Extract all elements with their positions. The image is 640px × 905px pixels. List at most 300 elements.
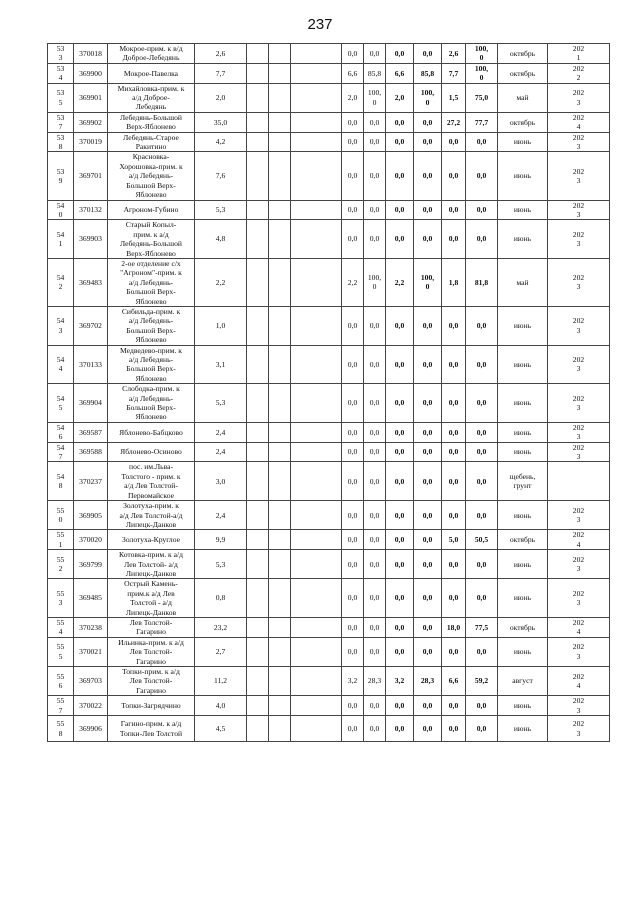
value-cell: 0,0	[342, 200, 364, 220]
value-cell: 0,0	[466, 579, 498, 618]
road-code-cell: 370020	[74, 530, 108, 550]
value-cell: 0,0	[342, 530, 364, 550]
road-name-cell: Агроном-Губино	[108, 200, 195, 220]
value-cell: 1,5	[442, 83, 466, 112]
value-cell: 100, 0	[466, 63, 498, 83]
value-cell: 0,0	[364, 44, 386, 64]
road-length-cell: 35,0	[195, 112, 247, 132]
value-cell: 0,0	[386, 44, 414, 64]
value-cell: 6,6	[342, 63, 364, 83]
empty-cell	[247, 530, 269, 550]
value-cell: 0,0	[364, 345, 386, 384]
table-row	[48, 258, 610, 306]
empty-cell	[291, 462, 342, 501]
empty-cell	[247, 258, 269, 306]
value-cell: 0,0	[442, 501, 466, 530]
road-length-cell: 5,3	[195, 550, 247, 579]
empty-cell	[291, 152, 342, 200]
road-name-cell: Гагино-прим. к а/д Топки-Лев Толстой	[108, 716, 195, 742]
road-code-cell: 369799	[74, 550, 108, 579]
value-cell: 0,0	[386, 579, 414, 618]
table-row	[48, 44, 610, 64]
empty-cell	[291, 132, 342, 152]
empty-cell	[269, 442, 291, 462]
road-name-cell: 2-ое отделение с/х "Агроном"-прим. к а/д Лебедянь- Большой Верх- Яблонево	[108, 258, 195, 306]
empty-cell	[269, 152, 291, 200]
value-cell: 27,2	[442, 112, 466, 132]
month-cell: май	[498, 258, 548, 306]
value-cell: 0,0	[466, 422, 498, 442]
road-code-cell: 369904	[74, 384, 108, 423]
table-row	[48, 422, 610, 442]
month-cell: июнь	[498, 200, 548, 220]
value-cell: 0,0	[364, 422, 386, 442]
empty-cell	[269, 667, 291, 696]
value-cell: 0,0	[342, 550, 364, 579]
value-cell: 0,0	[414, 716, 442, 742]
empty-cell	[291, 617, 342, 637]
empty-cell	[269, 617, 291, 637]
road-name-cell: Острый Камень- прим.к а/д Лев Толстой - а/д Липецк-Данков	[108, 579, 195, 618]
road-code-cell: 370133	[74, 345, 108, 384]
value-cell: 100, 0	[466, 44, 498, 64]
value-cell: 0,0	[414, 44, 442, 64]
empty-cell	[247, 44, 269, 64]
table-row	[48, 617, 610, 637]
year-cell: 202 3	[548, 258, 610, 306]
value-cell: 2,6	[442, 44, 466, 64]
value-cell: 0,0	[364, 384, 386, 423]
empty-cell	[269, 220, 291, 259]
value-cell: 2,0	[342, 83, 364, 112]
value-cell: 0,0	[466, 306, 498, 345]
value-cell: 0,0	[414, 200, 442, 220]
empty-cell	[247, 579, 269, 618]
road-length-cell: 5,3	[195, 200, 247, 220]
road-length-cell: 3,1	[195, 345, 247, 384]
value-cell: 0,0	[386, 345, 414, 384]
value-cell: 0,0	[342, 112, 364, 132]
year-cell: 202 3	[548, 637, 610, 666]
value-cell: 0,0	[386, 501, 414, 530]
empty-cell	[291, 306, 342, 345]
empty-cell	[247, 345, 269, 384]
empty-cell	[247, 422, 269, 442]
value-cell: 0,0	[414, 384, 442, 423]
value-cell: 2,0	[386, 83, 414, 112]
value-cell: 0,0	[386, 306, 414, 345]
value-cell: 0,0	[342, 617, 364, 637]
year-cell: 202 1	[548, 44, 610, 64]
month-cell: июнь	[498, 384, 548, 423]
empty-cell	[291, 501, 342, 530]
value-cell: 0,0	[342, 345, 364, 384]
value-cell: 0,0	[342, 579, 364, 618]
road-name-cell: Старый Копыл- прим. к а/д Лебедянь-Большой Верх-Яблонево	[108, 220, 195, 259]
table-row	[48, 530, 610, 550]
value-cell: 0,0	[342, 462, 364, 501]
value-cell: 0,0	[364, 220, 386, 259]
month-cell: июнь	[498, 501, 548, 530]
value-cell: 0,0	[414, 617, 442, 637]
row-number-cell: 54 8	[48, 462, 74, 501]
empty-cell	[291, 530, 342, 550]
value-cell: 3,2	[386, 667, 414, 696]
empty-cell	[291, 83, 342, 112]
value-cell: 0,0	[386, 617, 414, 637]
road-code-cell: 369906	[74, 716, 108, 742]
row-number-cell: 54 1	[48, 220, 74, 259]
value-cell: 0,0	[364, 637, 386, 666]
value-cell: 0,0	[466, 345, 498, 384]
road-length-cell: 2,0	[195, 83, 247, 112]
empty-cell	[291, 44, 342, 64]
year-cell: 202 3	[548, 132, 610, 152]
row-number-cell: 55 7	[48, 696, 74, 716]
value-cell: 0,0	[414, 220, 442, 259]
road-code-cell: 370018	[74, 44, 108, 64]
road-length-cell: 5,3	[195, 384, 247, 423]
road-name-cell: Медведево-прим. к а/д Лебедянь- Большой Верх- Яблонево	[108, 345, 195, 384]
value-cell: 18,0	[442, 617, 466, 637]
row-number-cell: 55 5	[48, 637, 74, 666]
road-name-cell: Лебедянь-Большой Верх-Яблонево	[108, 112, 195, 132]
road-name-cell: Золотуха-прим. к а/д Лев Толстой-а/д Липецк-Данков	[108, 501, 195, 530]
year-cell: 202 4	[548, 530, 610, 550]
value-cell: 0,0	[442, 579, 466, 618]
road-length-cell: 2,4	[195, 442, 247, 462]
road-length-cell: 0,8	[195, 579, 247, 618]
table-row	[48, 83, 610, 112]
table-row	[48, 462, 610, 501]
row-number-cell: 54 2	[48, 258, 74, 306]
value-cell: 0,0	[466, 442, 498, 462]
value-cell: 0,0	[342, 306, 364, 345]
value-cell: 77,5	[466, 617, 498, 637]
value-cell: 3,2	[342, 667, 364, 696]
value-cell: 0,0	[466, 200, 498, 220]
year-cell: 202 3	[548, 501, 610, 530]
value-cell: 0,0	[442, 220, 466, 259]
empty-cell	[247, 696, 269, 716]
table-row	[48, 716, 610, 742]
road-length-cell: 2,4	[195, 422, 247, 442]
road-length-cell: 4,0	[195, 696, 247, 716]
value-cell: 0,0	[386, 422, 414, 442]
row-number-cell: 53 7	[48, 112, 74, 132]
value-cell: 0,0	[386, 462, 414, 501]
table-row	[48, 306, 610, 345]
road-name-cell: Красновка- Хорошовка-прим. к а/д Лебедянь- Большой Верх- Яблонево	[108, 152, 195, 200]
empty-cell	[247, 462, 269, 501]
empty-cell	[269, 112, 291, 132]
year-cell: 202 3	[548, 220, 610, 259]
value-cell: 0,0	[466, 550, 498, 579]
value-cell: 77,7	[466, 112, 498, 132]
row-number-cell: 54 4	[48, 345, 74, 384]
value-cell: 28,3	[414, 667, 442, 696]
empty-cell	[269, 530, 291, 550]
row-number-cell: 55 3	[48, 579, 74, 618]
empty-cell	[291, 637, 342, 666]
empty-cell	[291, 716, 342, 742]
value-cell: 0,0	[342, 442, 364, 462]
value-cell: 0,0	[414, 345, 442, 384]
value-cell: 0,0	[364, 550, 386, 579]
empty-cell	[269, 83, 291, 112]
value-cell: 0,0	[342, 716, 364, 742]
road-name-cell: Яблонево-Бабцково	[108, 422, 195, 442]
month-cell: июнь	[498, 696, 548, 716]
road-length-cell: 3,0	[195, 462, 247, 501]
empty-cell	[269, 579, 291, 618]
month-cell: июнь	[498, 132, 548, 152]
month-cell: июнь	[498, 442, 548, 462]
table-row	[48, 132, 610, 152]
year-cell: 202 3	[548, 422, 610, 442]
value-cell: 0,0	[466, 152, 498, 200]
road-length-cell: 2,2	[195, 258, 247, 306]
value-cell: 0,0	[442, 462, 466, 501]
empty-cell	[247, 637, 269, 666]
value-cell: 0,0	[342, 132, 364, 152]
value-cell: 0,0	[414, 696, 442, 716]
value-cell: 0,0	[442, 442, 466, 462]
empty-cell	[269, 345, 291, 384]
road-length-cell: 2,6	[195, 44, 247, 64]
value-cell: 0,0	[342, 44, 364, 64]
road-code-cell: 369905	[74, 501, 108, 530]
value-cell: 100, 0	[414, 83, 442, 112]
table-row	[48, 345, 610, 384]
empty-cell	[247, 112, 269, 132]
year-cell: 202 3	[548, 306, 610, 345]
row-number-cell: 53 3	[48, 44, 74, 64]
empty-cell	[291, 550, 342, 579]
empty-cell	[247, 716, 269, 742]
value-cell: 0,0	[442, 345, 466, 384]
table-row	[48, 200, 610, 220]
value-cell: 0,0	[364, 112, 386, 132]
road-name-cell: Мокрое-прим. к в/д Доброе-Лебедянь	[108, 44, 195, 64]
value-cell: 7,7	[442, 63, 466, 83]
roads-table	[47, 43, 610, 742]
empty-cell	[247, 442, 269, 462]
road-length-cell: 2,4	[195, 501, 247, 530]
value-cell: 1,8	[442, 258, 466, 306]
road-code-cell: 369702	[74, 306, 108, 345]
month-cell: июнь	[498, 637, 548, 666]
empty-cell	[269, 462, 291, 501]
empty-cell	[247, 667, 269, 696]
month-cell: июнь	[498, 152, 548, 200]
row-number-cell: 53 8	[48, 132, 74, 152]
year-cell: 202 3	[548, 345, 610, 384]
road-code-cell: 370237	[74, 462, 108, 501]
road-length-cell: 23,2	[195, 617, 247, 637]
road-name-cell: пос. им.Льва- Толстого - прим. к а/д Лев Толстой- Первомайское	[108, 462, 195, 501]
value-cell: 81,8	[466, 258, 498, 306]
month-cell: октябрь	[498, 617, 548, 637]
road-name-cell: Топки-Загрядчино	[108, 696, 195, 716]
month-cell: июнь	[498, 550, 548, 579]
month-cell: июнь	[498, 579, 548, 618]
value-cell: 0,0	[342, 696, 364, 716]
value-cell: 0,0	[364, 617, 386, 637]
value-cell: 6,6	[386, 63, 414, 83]
table-row	[48, 63, 610, 83]
value-cell: 0,0	[364, 152, 386, 200]
value-cell: 0,0	[414, 422, 442, 442]
empty-cell	[269, 422, 291, 442]
value-cell: 0,0	[442, 637, 466, 666]
year-cell: 202 3	[548, 442, 610, 462]
empty-cell	[291, 200, 342, 220]
year-cell: 202 3	[548, 579, 610, 618]
road-code-cell: 369701	[74, 152, 108, 200]
value-cell: 75,0	[466, 83, 498, 112]
value-cell: 5,0	[442, 530, 466, 550]
empty-cell	[247, 550, 269, 579]
year-cell: 202 4	[548, 112, 610, 132]
value-cell: 0,0	[414, 152, 442, 200]
road-name-cell: Котовка-прим. к а/д Лев Толстой- а/д Липецк-Данков	[108, 550, 195, 579]
row-number-cell: 55 2	[48, 550, 74, 579]
empty-cell	[247, 384, 269, 423]
road-name-cell: Сибильда-прим. к а/д Лебедянь- Большой Верх- Яблонево	[108, 306, 195, 345]
value-cell: 0,0	[442, 132, 466, 152]
year-cell: 202 3	[548, 200, 610, 220]
row-number-cell: 53 9	[48, 152, 74, 200]
value-cell: 0,0	[386, 132, 414, 152]
table-row	[48, 152, 610, 200]
empty-cell	[291, 258, 342, 306]
value-cell: 0,0	[414, 132, 442, 152]
value-cell: 0,0	[386, 442, 414, 462]
road-length-cell: 4,5	[195, 716, 247, 742]
value-cell: 0,0	[466, 132, 498, 152]
value-cell: 0,0	[466, 637, 498, 666]
road-length-cell: 1,0	[195, 306, 247, 345]
road-length-cell: 4,8	[195, 220, 247, 259]
road-code-cell: 369900	[74, 63, 108, 83]
value-cell: 0,0	[342, 152, 364, 200]
value-cell: 0,0	[414, 530, 442, 550]
value-cell: 50,5	[466, 530, 498, 550]
table-row	[48, 384, 610, 423]
empty-cell	[269, 696, 291, 716]
value-cell: 0,0	[364, 716, 386, 742]
road-code-cell: 369483	[74, 258, 108, 306]
value-cell: 0,0	[466, 696, 498, 716]
empty-cell	[247, 501, 269, 530]
empty-cell	[247, 220, 269, 259]
month-cell: июнь	[498, 422, 548, 442]
value-cell: 0,0	[466, 716, 498, 742]
empty-cell	[291, 384, 342, 423]
empty-cell	[291, 220, 342, 259]
road-name-cell: Мокрое-Павелка	[108, 63, 195, 83]
value-cell: 0,0	[442, 152, 466, 200]
year-cell: 202 3	[548, 83, 610, 112]
empty-cell	[269, 258, 291, 306]
row-number-cell: 54 3	[48, 306, 74, 345]
value-cell: 0,0	[386, 716, 414, 742]
value-cell: 0,0	[442, 200, 466, 220]
table-row	[48, 637, 610, 666]
month-cell: май	[498, 83, 548, 112]
value-cell: 0,0	[364, 442, 386, 462]
row-number-cell: 55 4	[48, 617, 74, 637]
empty-cell	[291, 63, 342, 83]
empty-cell	[291, 696, 342, 716]
value-cell: 0,0	[386, 696, 414, 716]
value-cell: 0,0	[414, 550, 442, 579]
month-cell: октябрь	[498, 530, 548, 550]
table-row	[48, 696, 610, 716]
month-cell: июнь	[498, 345, 548, 384]
value-cell: 0,0	[364, 132, 386, 152]
road-name-cell: Слободка-прим. к а/д Лебедянь- Большой Верх- Яблонево	[108, 384, 195, 423]
year-cell: 202 3	[548, 384, 610, 423]
value-cell: 85,8	[414, 63, 442, 83]
value-cell: 2,2	[342, 258, 364, 306]
value-cell: 0,0	[442, 306, 466, 345]
road-name-cell: Лев Толстой- Гагарино	[108, 617, 195, 637]
empty-cell	[247, 63, 269, 83]
value-cell: 85,8	[364, 63, 386, 83]
table-row	[48, 550, 610, 579]
row-number-cell: 55 8	[48, 716, 74, 742]
value-cell: 28,3	[364, 667, 386, 696]
page-number: 237	[307, 16, 333, 33]
road-code-cell: 369485	[74, 579, 108, 618]
month-cell: октябрь	[498, 112, 548, 132]
month-cell: октябрь	[498, 44, 548, 64]
empty-cell	[269, 637, 291, 666]
empty-cell	[247, 306, 269, 345]
month-cell: июнь	[498, 220, 548, 259]
value-cell: 0,0	[386, 200, 414, 220]
empty-cell	[247, 617, 269, 637]
row-number-cell: 55 6	[48, 667, 74, 696]
empty-cell	[247, 132, 269, 152]
road-code-cell: 369588	[74, 442, 108, 462]
value-cell: 0,0	[342, 220, 364, 259]
row-number-cell: 53 5	[48, 83, 74, 112]
value-cell: 0,0	[442, 550, 466, 579]
value-cell: 0,0	[466, 384, 498, 423]
value-cell: 0,0	[386, 152, 414, 200]
road-code-cell: 369902	[74, 112, 108, 132]
value-cell: 0,0	[386, 220, 414, 259]
value-cell: 0,0	[442, 716, 466, 742]
value-cell: 0,0	[386, 112, 414, 132]
value-cell: 0,0	[442, 696, 466, 716]
road-code-cell: 369587	[74, 422, 108, 442]
year-cell: 202 3	[548, 550, 610, 579]
value-cell: 0,0	[342, 637, 364, 666]
year-cell: 202 2	[548, 63, 610, 83]
road-name-cell: Михайловка-прим. к а/д Доброе- Лебедянь	[108, 83, 195, 112]
value-cell: 0,0	[386, 384, 414, 423]
road-length-cell: 7,6	[195, 152, 247, 200]
value-cell: 0,0	[414, 579, 442, 618]
value-cell: 6,6	[442, 667, 466, 696]
value-cell: 100, 0	[414, 258, 442, 306]
value-cell: 0,0	[342, 501, 364, 530]
empty-cell	[269, 200, 291, 220]
